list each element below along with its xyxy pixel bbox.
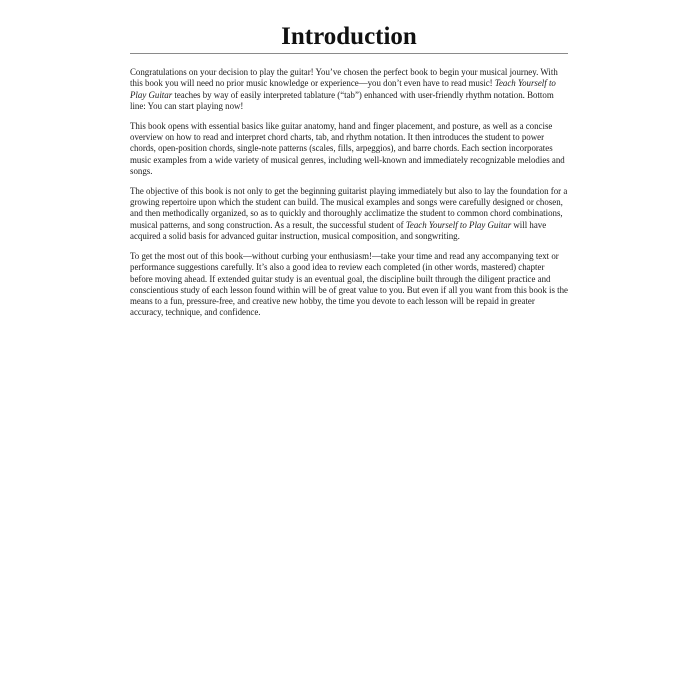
paragraph-1-text-b: teaches by way of easily interpreted tablature (“tab”) enhanced with user-friendly rhythm notation. Bottom line: You can start playing now!	[130, 89, 554, 111]
book-title-italic: Teach Yourself to Play Guitar	[130, 78, 556, 100]
paragraph-4	[130, 251, 568, 319]
paragraph-3	[130, 186, 568, 242]
paragraph-2	[130, 121, 568, 177]
page-title: Introduction	[281, 23, 417, 50]
paragraph-1	[130, 67, 568, 112]
paragraph-3-text-b: will have acquired a solid basis for advanced guitar instruction, musical composition, and songwriting.	[130, 219, 547, 242]
paragraph-2-text: This book opens with essential basics like guitar anatomy, hand and finger placement, and posture, as well as a concise overview on how to read and interpret chord charts, tab, and rhythm notation. It then introduces the student to power chords, open-position chords, single-note patterns (scales, fills, arpeggios), and barre chords. Each section incorporates music examples from a wide variety of musical genres, including well-known and immediately recognizable melodies and songs.	[130, 120, 565, 176]
paragraph-1-text-a: Congratulations on your decision to play the guitar! You’ve chosen the perfect book to begin your musical journey. With this book you will need no prior music knowledge or experience—you don’t even have to read music!	[130, 67, 558, 89]
paragraph-3-text-a: The objective of this book is not only to get the beginning guitarist playing immediately but also to lay the foundation for a growing repertoire upon which the student can build. The musical examples and songs were carefully designed or chosen, and then methodically organized, so as to quickly and thoroughly acclimatize the student to common chord combinations, musical patterns, and song construction. As a result, the successful student of	[130, 185, 568, 230]
book-title-italic: Teach Yourself to Play Guitar	[405, 219, 512, 230]
document-body	[130, 67, 568, 327]
title-divider	[130, 53, 568, 54]
paragraph-4-text: To get the most out of this book—without curbing your enthusiasm!—take your time and read any accompanying text or performance suggestions carefully. It’s also a good idea to review each completed (in other words, mastered) chapter before moving ahead. If extended guitar study is an eventual goal, the discipline built through the diligent practice and conscientious study of each lesson found within will be of great value to you. But even if all you want from this book is the means to a fun, pressure-free, and creative new hobby, the time you devote to each lesson will be repaid in greater accuracy, technique, and confidence.	[130, 250, 568, 318]
